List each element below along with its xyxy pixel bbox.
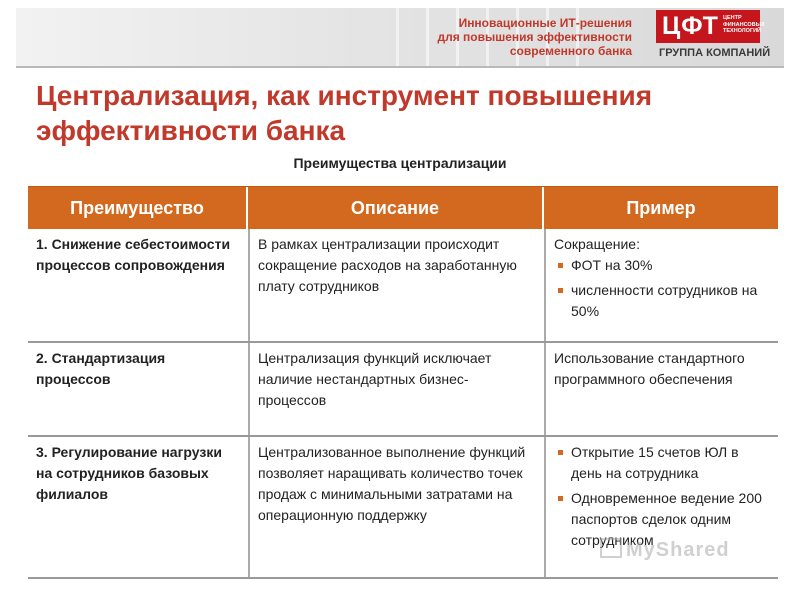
logo-box bbox=[656, 10, 765, 43]
bullet-square-icon bbox=[558, 263, 563, 268]
tagline-line: Инновационные ИТ-решения bbox=[458, 16, 632, 30]
example-intro: Сокращение: bbox=[554, 236, 640, 252]
bullet-text: Открытие 15 счетов ЮЛ в день на сотрудника bbox=[571, 444, 739, 481]
bullet-square-icon bbox=[558, 496, 563, 501]
description-cell: Централизованное выполнение функций позволяет наращивать количество точек продаж с минимальными затратами на операционную поддержку bbox=[248, 437, 544, 577]
page-title-line: Централизация, как инструмент повышения bbox=[36, 80, 653, 111]
table-caption: Преимущества централизации bbox=[293, 155, 507, 171]
company-logo bbox=[656, 10, 771, 62]
advantage-cell: 2. Стандартизация процессов bbox=[36, 350, 166, 387]
header-divider bbox=[16, 66, 784, 68]
logo-sub-line: ТЕХНОЛОГИЙ bbox=[723, 28, 761, 34]
watermark-icon bbox=[600, 538, 622, 558]
watermark-text: MyShared bbox=[626, 539, 730, 561]
bullet-text: ФОТ на 30% bbox=[571, 257, 653, 273]
column-header-example: Пример bbox=[626, 197, 696, 218]
tagline-line: современного банка bbox=[509, 44, 632, 58]
column-header-advantage: Преимущество bbox=[28, 187, 248, 229]
example-cell bbox=[544, 229, 778, 341]
logo-main-text: ЦФТ bbox=[662, 12, 719, 40]
page-title bbox=[36, 78, 756, 148]
description-cell: Централизация функций исключает наличие нестандартных бизнес-процессов bbox=[248, 343, 544, 435]
advantages-table bbox=[28, 186, 778, 579]
tagline-line: для повышения эффективности bbox=[437, 30, 632, 44]
bullet-text: численности сотрудников на 50% bbox=[571, 282, 758, 319]
table-row bbox=[28, 229, 778, 343]
column-header-description: Описание bbox=[248, 187, 544, 229]
table-row bbox=[28, 343, 778, 437]
logo-sub-line: ЦЕНТР bbox=[723, 15, 742, 21]
bullet-item bbox=[554, 442, 770, 484]
advantage-cell: 1. Снижение себестоимости процессов сопровождения bbox=[36, 236, 231, 273]
bullet-item bbox=[554, 280, 770, 322]
logo-sub-line: ФИНАНСОВЫХ bbox=[723, 21, 765, 28]
advantage-cell: 3. Регулирование нагрузки на сотрудников базовых филиалов bbox=[36, 444, 222, 502]
bullet-square-icon bbox=[558, 288, 563, 293]
description-cell: В рамках централизации происходит сокращение расходов на заработанную плату сотрудников bbox=[248, 229, 544, 341]
bullet-text: Одновременное ведение 200 паспортов сделок одним сотрудником bbox=[571, 490, 762, 548]
watermark bbox=[600, 538, 730, 562]
example-cell: Использование стандартного программного обеспечения bbox=[544, 343, 778, 435]
table-header bbox=[28, 186, 778, 229]
logo-subtext bbox=[723, 15, 765, 35]
bullet-square-icon bbox=[558, 450, 563, 455]
header-tagline bbox=[332, 16, 632, 58]
page-title-line: эффективности банка bbox=[36, 115, 346, 146]
logo-group-text: ГРУППА КОМПАНИЙ bbox=[659, 47, 771, 59]
bullet-item bbox=[554, 255, 770, 276]
